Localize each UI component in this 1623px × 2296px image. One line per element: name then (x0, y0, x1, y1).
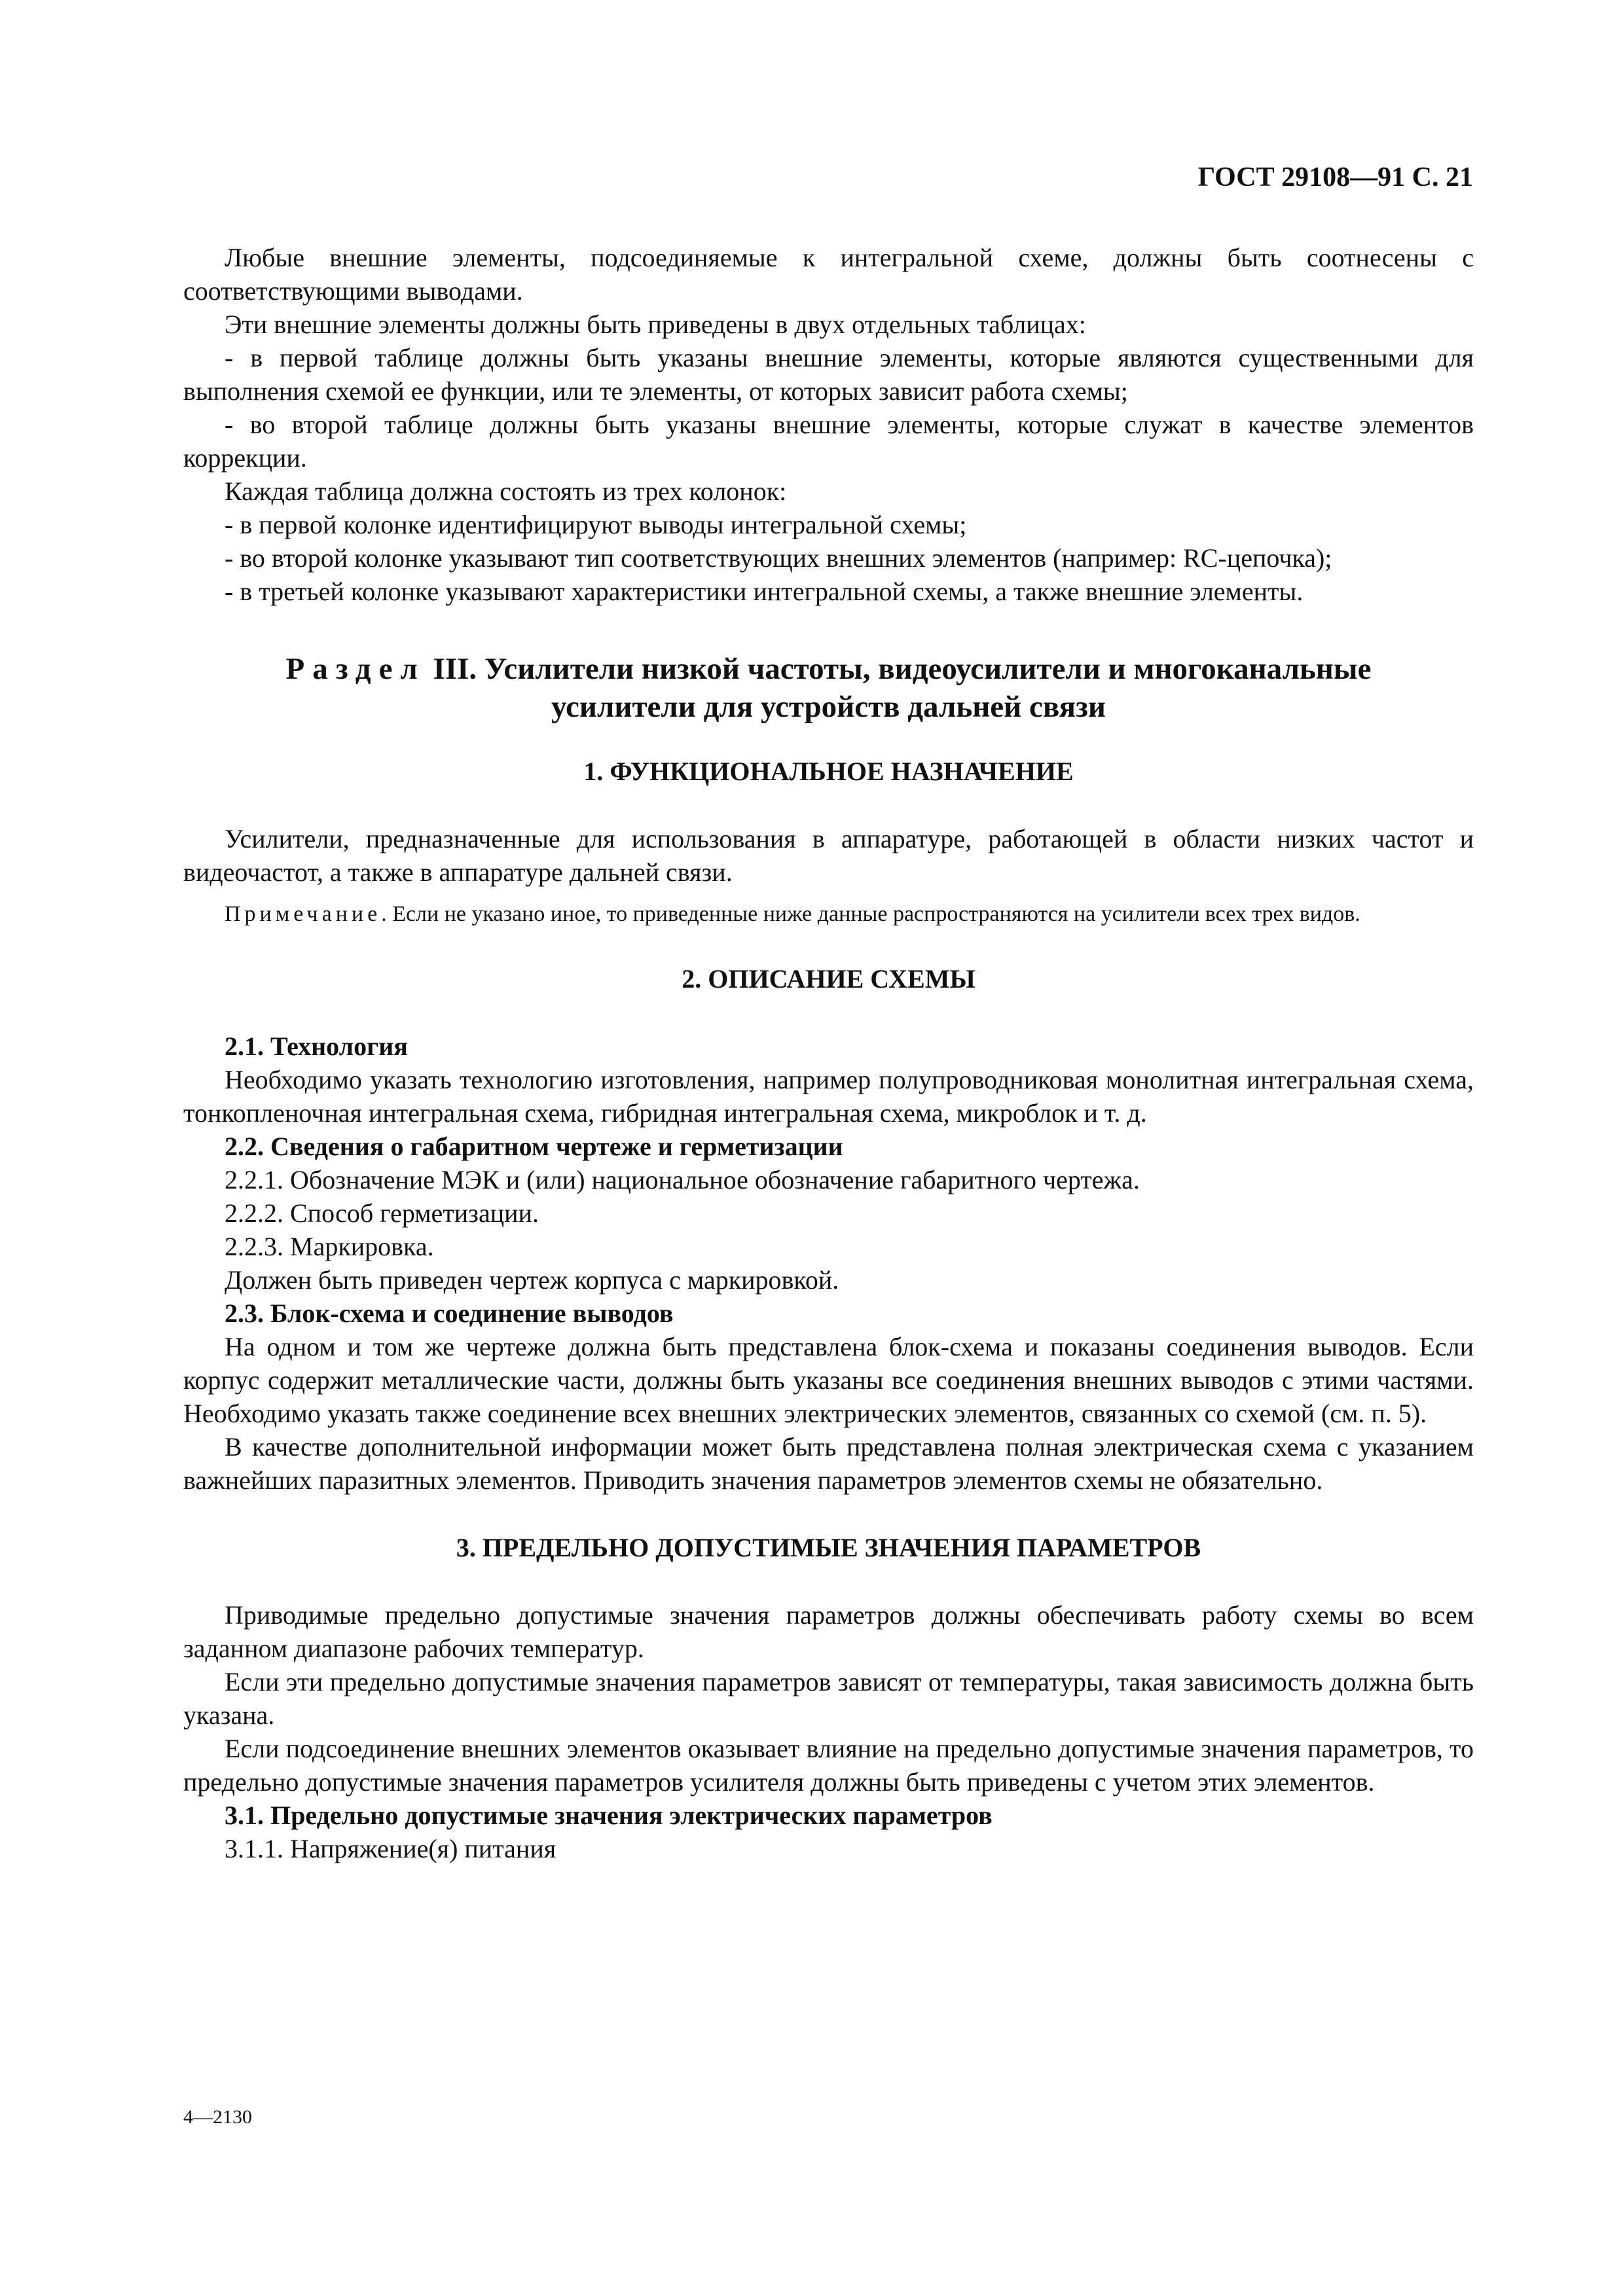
limiting-values-paragraph: Если подсоединение внешних элементов оказывает влияние на предельно допустимые значения параметров, то предельно допустимые значения параметров усилителя должны быть приведены с учетом этих элементов. (183, 1734, 1474, 1797)
intro-paragraph: Каждая таблица должна состоять из трех колонок: (225, 476, 787, 506)
clause-3-1-1: 3.1.1. Напряжение(я) питания (225, 1834, 556, 1863)
outline-drawing-text: Должен быть приведен чертеж корпуса с маркировкой. (225, 1265, 839, 1295)
intro-list-item: - в первой колонке идентифицируют выводы интегральной схемы; (225, 510, 967, 539)
heading-functional-purpose: 1. ФУНКЦИОНАЛЬНОЕ НАЗНАЧЕНИЕ (583, 757, 1074, 786)
block-diagram-text: На одном и том же чертеже должна быть представлена блок-схема и показаны соединения выводов. Если корпус содержит металлические части, должны быть указаны все соединения внешних выводов с этими частями. Необходимо указать также соединение всех внешних электрических элементов, связанных со схемой (см. п. 5). (183, 1332, 1474, 1428)
intro-list-item: - в третьей колонке указывают характеристики интегральной схемы, а также внешние элементы. (225, 577, 1304, 606)
subheading-technology: 2.1. Технология (225, 1031, 408, 1061)
functional-purpose-text: Усилители, предназначенные для использования в аппаратуре, работающей в области низких частот и видеочастот, а также в аппаратуре дальней связи. (183, 824, 1474, 887)
note (183, 901, 1474, 928)
clause-2-2-2: 2.2.2. Способ герметизации. (225, 1198, 539, 1228)
block-diagram-extra-text: В качестве дополнительной информации может быть представлена полная электрическая схема с указанием важнейших паразитных элементов. Приводить значения параметров элементов схемы не обязательно. (183, 1432, 1474, 1495)
subheading-block-diagram: 2.3. Блок-схема и соединение выводов (225, 1299, 674, 1328)
section-title-line1: III. Усилители низкой частоты, видеоусилители и многоканальные (425, 652, 1372, 686)
intro-list-item: - в первой таблице должны быть указаны внешние элементы, которые являются существенными для выполнения схемой ее функции, или те элементы, от которых зависит работа схемы; (183, 343, 1474, 406)
subheading-electrical-limits: 3.1. Предельно допустимые значения электрических параметров (225, 1801, 993, 1830)
sheet-code: 4—2130 (183, 2106, 252, 2128)
clause-2-2-3: 2.2.3. Маркировка. (225, 1232, 434, 1261)
intro-paragraph: Любые внешние элементы, подсоединяемые к интегральной схеме, должны быть соотнесены с соответствующими выводами. (183, 243, 1474, 306)
clause-2-2-1: 2.2.1. Обозначение МЭК и (или) национальное обозначение габаритного чертежа. (225, 1165, 1140, 1194)
intro-paragraph: Эти внешние элементы должны быть приведены в двух отдельных таблицах: (225, 310, 1086, 339)
heading-limiting-values: 3. ПРЕДЕЛЬНО ДОПУСТИМЫЕ ЗНАЧЕНИЯ ПАРАМЕТРОВ (456, 1533, 1201, 1562)
section-title (183, 650, 1474, 726)
running-header: ГОСТ 29108—91 С. 21 (1197, 162, 1473, 192)
heading-circuit-description: 2. ОПИСАНИЕ СХЕМЫ (682, 964, 976, 994)
section-title-line2: усилители для устройств дальней связи (551, 690, 1106, 724)
document-body (183, 241, 1474, 1865)
limiting-values-paragraph: Если эти предельно допустимые значения параметров зависят от температуры, такая зависимость должна быть указана. (183, 1667, 1474, 1730)
subheading-outline-drawing: 2.2. Сведения о габаритном чертеже и герметизации (225, 1132, 843, 1161)
note-label: Примечание (225, 902, 382, 926)
section-word: Раздел (285, 652, 426, 686)
limiting-values-paragraph: Приводимые предельно допустимые значения параметров должны обеспечивать работу схемы во всем заданном диапазоне рабочих температур. (183, 1600, 1474, 1663)
intro-list-item: - во второй таблице должны быть указаны внешние элементы, которые служат в качестве элементов коррекции. (183, 410, 1474, 473)
intro-list-item: - во второй колонке указывают тип соответствующих внешних элементов (например: RC-цепочка); (225, 543, 1332, 573)
technology-text: Необходимо указать технологию изготовления, например полупроводниковая монолитная интегральная схема, тонкопленочная интегральная схема, гибридная интегральная схема, микроблок и т. д. (183, 1065, 1474, 1128)
note-text: . Если не указано иное, то приведенные ниже данные распространяются на усилители всех трех видов. (381, 902, 1360, 926)
